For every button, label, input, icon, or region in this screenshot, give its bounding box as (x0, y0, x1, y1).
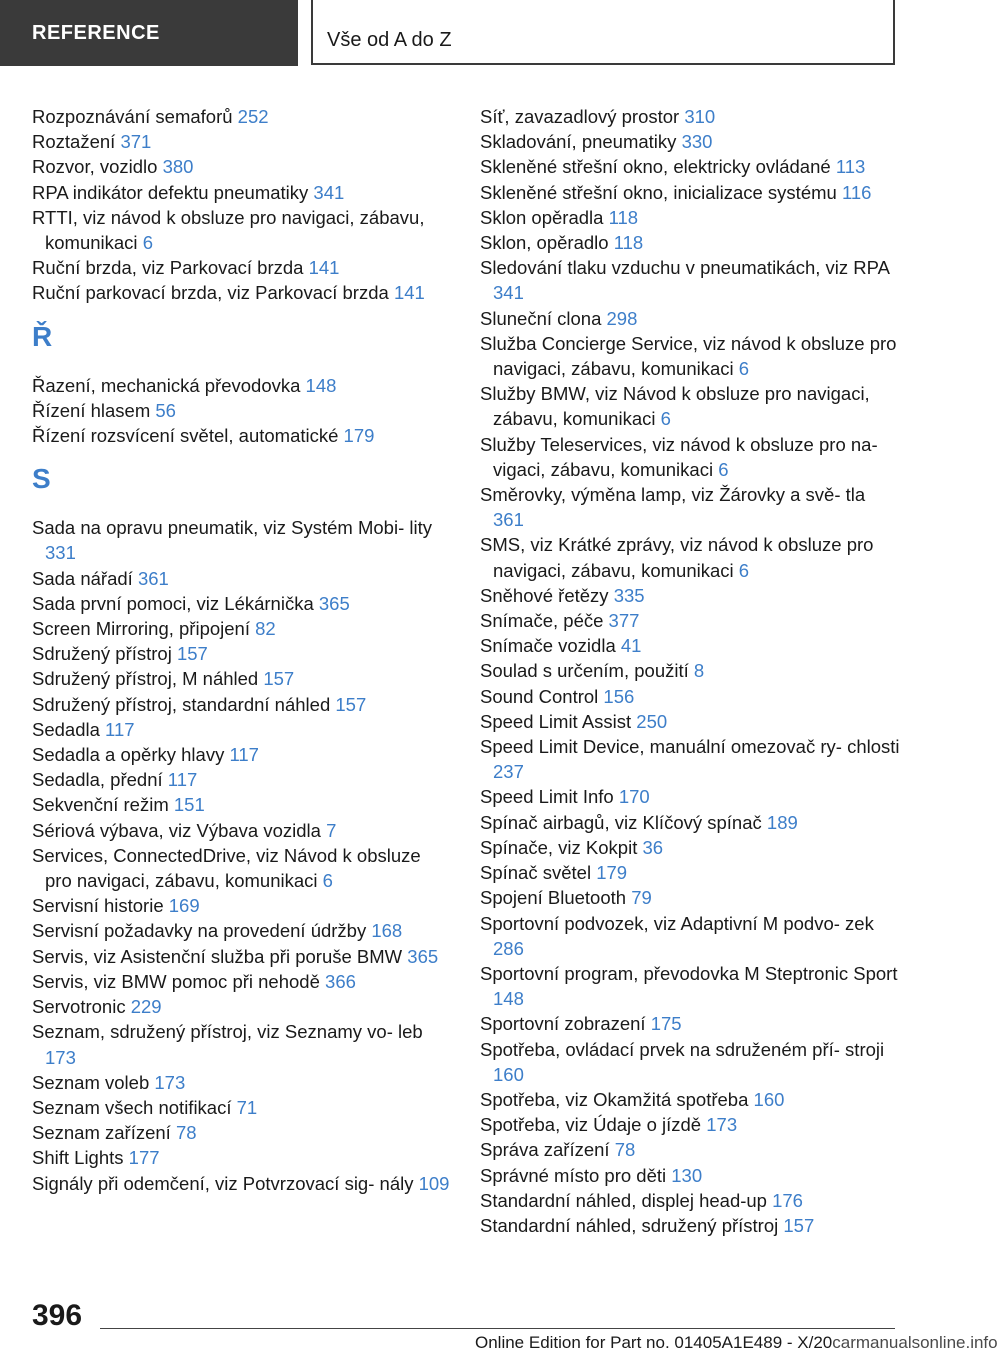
index-term: Speed Limit Assist (480, 710, 637, 732)
index-term: Služba Concierge Service, viz návod k obsluze pro navigaci, zábavu, komunikaci (480, 332, 897, 380)
index-entry (480, 1213, 900, 1238)
index-entry (32, 717, 452, 742)
index-term: Standardní náhled, sdružený přístroj (480, 1214, 784, 1236)
index-term: Spotřeba, ovládací prvek na sdruženém pří‐ stroji (480, 1038, 885, 1060)
index-term: Ruční parkovací brzda, viz Parkovací brzda (32, 282, 394, 304)
edition-text: Online Edition for Part no. 01405A1E489 - X/20 (475, 1333, 833, 1352)
watermark-link[interactable]: carmanualsonline.info (832, 1333, 998, 1352)
index-term: Sada nářadí (32, 567, 138, 589)
index-entry (480, 633, 900, 658)
index-entry (32, 742, 452, 767)
index-term: Ruční brzda, viz Parkovací brzda (32, 257, 309, 279)
index-entry (32, 373, 452, 398)
index-term: Screen Mirroring, připojení (32, 618, 256, 640)
page-reference-link[interactable]: 156 (603, 685, 635, 707)
index-term: Spotřeba, viz Okamžitá spotřeba (480, 1088, 754, 1110)
index-term: Signály při odemčení, viz Potvrzovací sig‐ nály (32, 1172, 419, 1194)
index-entry (32, 205, 452, 255)
page-reference-link[interactable]: 177 (128, 1147, 160, 1169)
index-term: Řízení rozsvícení světel, automatické (32, 425, 344, 447)
page-reference-link[interactable]: 113 (835, 156, 866, 178)
index-entry (32, 398, 452, 423)
page-reference-link[interactable]: 7 (326, 819, 337, 841)
page-reference-link[interactable]: 151 (173, 794, 205, 816)
page-number: 396 (32, 1299, 83, 1332)
index-term: Řízení hlasem (32, 399, 156, 421)
index-entry (480, 608, 900, 633)
page-reference-link[interactable]: 330 (681, 131, 713, 153)
page-reference-link[interactable]: 78 (614, 1139, 636, 1161)
index-entry (480, 658, 900, 683)
index-term: Servisní požadavky na provedení údržby (32, 920, 372, 942)
index-term: Shift Lights (32, 1147, 129, 1169)
page-reference-link[interactable]: 6 (738, 559, 750, 581)
index-entry (32, 792, 452, 817)
index-term: Síť, zavazadlový prostor (480, 106, 685, 127)
page-reference-link[interactable]: 168 (371, 920, 403, 942)
page-reference-link[interactable]: 109 (418, 1172, 450, 1194)
page-reference-link[interactable]: 157 (783, 1214, 815, 1236)
index-entry (32, 1171, 452, 1196)
index-entry (480, 532, 900, 582)
page-reference-link[interactable]: 189 (766, 811, 798, 833)
index-term: Servis, viz BMW pomoc při nehodě (32, 970, 326, 992)
index-term: Směrovky, výměna lamp, viz Žárovky a svě‐ tla (480, 484, 866, 506)
index-term: Sekvenční režim (32, 794, 174, 816)
page-reference-link[interactable]: 175 (650, 1013, 682, 1035)
index-entry (480, 230, 900, 255)
index-entry (480, 911, 900, 961)
page-reference-link[interactable]: 6 (322, 870, 333, 892)
index-letter-heading: S (32, 463, 51, 495)
index-entry (32, 818, 452, 843)
page-reference-link[interactable]: 130 (671, 1164, 703, 1186)
page-reference-link[interactable]: 117 (167, 769, 198, 791)
index-term: SMS, viz Krátké zprávy, viz návod k obsluze pro navigaci, zábavu, komunikaci (480, 534, 874, 581)
page-reference-link[interactable]: 141 (393, 282, 425, 304)
index-entry (32, 641, 452, 666)
page-reference-link[interactable]: 365 (407, 945, 439, 967)
index-entry (32, 280, 452, 305)
index-entry (480, 1011, 900, 1036)
index-term: Spojení Bluetooth (480, 887, 632, 909)
page-reference-link[interactable]: 250 (636, 710, 668, 732)
page-reference-link[interactable]: 6 (718, 458, 729, 480)
index-entry (480, 129, 900, 154)
page-reference-link[interactable]: 310 (684, 106, 716, 127)
page-reference-link[interactable]: 173 (45, 1046, 76, 1068)
page-reference-link[interactable]: 173 (154, 1071, 186, 1093)
index-entry (32, 591, 452, 616)
index-entry (32, 616, 452, 641)
index-term: Správa zařízení (480, 1139, 615, 1161)
index-entry (32, 180, 452, 205)
index-entry (32, 767, 452, 792)
page-reference-link[interactable]: 179 (343, 425, 375, 447)
index-entry (480, 810, 900, 835)
page-header (0, 0, 960, 66)
page-reference-link[interactable]: 377 (608, 610, 640, 632)
index-term: Speed Limit Info (480, 786, 619, 808)
index-entry (480, 583, 900, 608)
index-term: Snímače, péče (480, 610, 609, 632)
index-term: Sdružený přístroj, standardní náhled (32, 693, 336, 715)
page-reference-link[interactable]: 82 (255, 618, 276, 640)
index-entry (480, 1112, 900, 1137)
index-term: Snímače vozidla (480, 635, 621, 657)
index-entry (32, 1145, 452, 1170)
index-entry (480, 961, 900, 1011)
index-term: Spínače, viz Kokpit (480, 836, 643, 858)
index-term: Sdružený přístroj (32, 643, 177, 665)
page-reference-link[interactable]: 252 (237, 106, 269, 127)
index-entry (480, 1037, 900, 1087)
index-term: Sklon opěradla (480, 206, 609, 228)
page-reference-link[interactable]: 118 (613, 232, 644, 254)
index-entry (32, 918, 452, 943)
index-term: Sedadla a opěrky hlavy (32, 744, 230, 766)
index-term: Sound Control (480, 685, 604, 707)
index-entry (480, 154, 900, 179)
page-reference-link[interactable]: 8 (693, 660, 705, 682)
index-term: Rozpoznávání semaforů (32, 106, 238, 127)
index-entry (32, 423, 452, 448)
index-entry (32, 1120, 452, 1145)
index-term: Servis, viz Asistenční služba při poruše BMW (32, 945, 408, 967)
index-term: Servisní historie (32, 895, 169, 917)
footer-edition (475, 1333, 998, 1353)
index-term: Services, ConnectedDrive, viz Návod k obsluze pro navigaci, zábavu, komunikaci (32, 844, 421, 892)
footer-divider (100, 1328, 895, 1329)
index-term: Seznam voleb (32, 1071, 155, 1093)
index-entry (32, 994, 452, 1019)
page-reference-link[interactable]: 157 (176, 643, 208, 665)
index-term: Seznam všech notifikací (32, 1096, 237, 1118)
index-term: Služby BMW, viz Návod k obsluze pro navigaci, zábavu, komunikaci (480, 383, 870, 430)
index-entry (480, 306, 900, 331)
index-entry (480, 1137, 900, 1162)
index-entry (32, 692, 452, 717)
index-letter-heading: Ř (32, 320, 53, 352)
index-term: Servotronic (32, 996, 131, 1018)
page-reference-link[interactable]: 173 (706, 1114, 738, 1136)
page-reference-link[interactable]: 118 (608, 206, 639, 228)
index-term: Seznam, sdružený přístroj, viz Seznamy vo‐ leb (32, 1021, 423, 1043)
page-reference-link[interactable]: 371 (120, 131, 152, 153)
index-entry (32, 515, 452, 565)
index-entry (480, 205, 900, 230)
index-entry (32, 566, 452, 591)
index-term: Spotřeba, viz Údaje o jízdě (480, 1114, 707, 1136)
index-entry (480, 860, 900, 885)
index-entry (480, 381, 900, 431)
page-reference-link[interactable]: 36 (642, 836, 664, 858)
index-term: Speed Limit Device, manuální omezovač ry‐ chlosti (480, 736, 900, 758)
page-reference-link[interactable]: 6 (660, 408, 671, 430)
index-term: Sněhové řetězy (480, 584, 614, 606)
index-entry (480, 432, 900, 482)
page-reference-link[interactable]: 71 (236, 1096, 258, 1118)
index-entry (32, 1019, 452, 1069)
index-term: Sériová výbava, viz Výbava vozidla (32, 819, 327, 841)
index-entry (480, 180, 900, 205)
page-reference-link[interactable]: 117 (229, 744, 259, 766)
index-entry (32, 843, 452, 893)
page-reference-link[interactable]: 341 (493, 282, 524, 304)
page-reference-link[interactable]: 141 (308, 257, 340, 279)
index-term: Sportovní program, převodovka M Steptronic Sport (480, 962, 898, 984)
index-entry (480, 482, 900, 532)
index-term: Sada na opravu pneumatik, viz Systém Mobi‐ lity (32, 517, 432, 539)
index-term: RPA indikátor defektu pneumatiky (32, 181, 314, 203)
page-reference-link[interactable]: 6 (142, 232, 153, 254)
index-entry (480, 1163, 900, 1188)
page-reference-link[interactable]: 237 (493, 761, 524, 783)
page-reference-link[interactable]: 157 (263, 668, 295, 690)
index-term: RTTI, viz návod k obsluze pro navigaci, zábavu, komunikaci (32, 206, 425, 254)
index-term: Sklon, opěradlo (480, 232, 614, 254)
index-entry (32, 893, 452, 918)
index-term: Řazení, mechanická převodovka (32, 374, 306, 396)
index-column-left (32, 104, 452, 1196)
index-entry (32, 255, 452, 280)
index-term: Spínač airbagů, viz Klíčový spínač (480, 811, 767, 833)
page-reference-link[interactable]: 170 (618, 786, 650, 808)
page-reference-link[interactable]: 335 (613, 584, 645, 606)
section-label: REFERENCE (0, 0, 298, 66)
page-reference-link[interactable]: 157 (335, 693, 367, 715)
page-reference-link[interactable]: 380 (162, 156, 194, 178)
index-entry (32, 104, 452, 129)
topic-label: Vše od A do Z (311, 0, 895, 65)
index-term: Skleněné střešní okno, elektricky ovládané (480, 156, 836, 178)
page-reference-link[interactable]: 298 (606, 307, 638, 329)
page-reference-link[interactable]: 176 (772, 1189, 803, 1211)
page-reference-link[interactable]: 41 (620, 635, 642, 657)
page-reference-link[interactable]: 79 (631, 887, 652, 909)
page-reference-link[interactable]: 366 (325, 970, 356, 992)
page-reference-link[interactable]: 116 (841, 181, 872, 203)
index-term: Sportovní podvozek, viz Adaptivní M podvo‐ zek (480, 912, 874, 934)
page-reference-link[interactable]: 56 (155, 399, 176, 421)
index-term: Skleněné střešní okno, inicializace systému (480, 181, 842, 203)
index-term: Spínač světel (480, 862, 597, 884)
index-term: Sportovní zobrazení (480, 1013, 651, 1035)
index-term: Sluneční clona (480, 307, 607, 329)
index-entry (32, 666, 452, 691)
index-term: Roztažení (32, 131, 121, 153)
page-reference-link[interactable]: 6 (738, 358, 750, 380)
index-term: Seznam zařízení (32, 1122, 176, 1144)
page-reference-link[interactable]: 229 (130, 996, 162, 1018)
index-entry (480, 784, 900, 809)
index-entry (480, 885, 900, 910)
index-term: Skladování, pneumatiky (480, 131, 682, 153)
page-reference-link[interactable]: 117 (105, 718, 135, 740)
index-term: Rozvor, vozidlo (32, 156, 163, 178)
index-term: Standardní náhled, displej head-up (480, 1189, 773, 1211)
index-entry (32, 1070, 452, 1095)
index-entry (32, 944, 452, 969)
index-entry (480, 104, 900, 129)
index-term: Služby Teleservices, viz návod k obsluze pro na‐ vigaci, zábavu, komunikaci (480, 433, 878, 480)
index-entry (480, 1087, 900, 1112)
page-reference-link[interactable]: 365 (318, 592, 350, 614)
index-term: Sdružený přístroj, M náhled (32, 668, 264, 690)
page-reference-link[interactable]: 331 (45, 542, 76, 564)
page-reference-link[interactable]: 361 (137, 567, 169, 589)
index-entry (32, 129, 452, 154)
page-reference-link[interactable]: 148 (493, 988, 524, 1010)
index-entry (32, 1095, 452, 1120)
index-term: Soulad s určením, použití (480, 660, 694, 682)
page-reference-link[interactable]: 361 (493, 509, 524, 531)
index-entry (32, 969, 452, 994)
index-entry (480, 331, 900, 381)
index-entry (480, 835, 900, 860)
page-reference-link[interactable]: 160 (753, 1088, 785, 1110)
index-entry (480, 734, 900, 784)
page-reference-link[interactable]: 286 (493, 937, 524, 959)
index-term: Sedadla, přední (32, 769, 168, 791)
page-reference-link[interactable]: 179 (596, 862, 628, 884)
page-reference-link[interactable]: 148 (305, 374, 337, 396)
page-reference-link[interactable]: 341 (313, 181, 345, 203)
index-column-right (480, 104, 900, 1238)
index-entry (480, 255, 900, 305)
index-entry (480, 684, 900, 709)
index-entry (32, 154, 452, 179)
page-reference-link[interactable]: 160 (493, 1063, 524, 1085)
index-term: Sledování tlaku vzduchu v pneumatikách, viz RPA (480, 257, 889, 279)
page-reference-link[interactable]: 169 (168, 895, 200, 917)
index-term: Správné místo pro děti (480, 1164, 672, 1186)
index-entry (480, 709, 900, 734)
index-term: Sada první pomoci, viz Lékárnička (32, 592, 319, 614)
index-term: Sedadla (32, 718, 106, 740)
index-entry (480, 1188, 900, 1213)
page-reference-link[interactable]: 78 (175, 1122, 197, 1144)
